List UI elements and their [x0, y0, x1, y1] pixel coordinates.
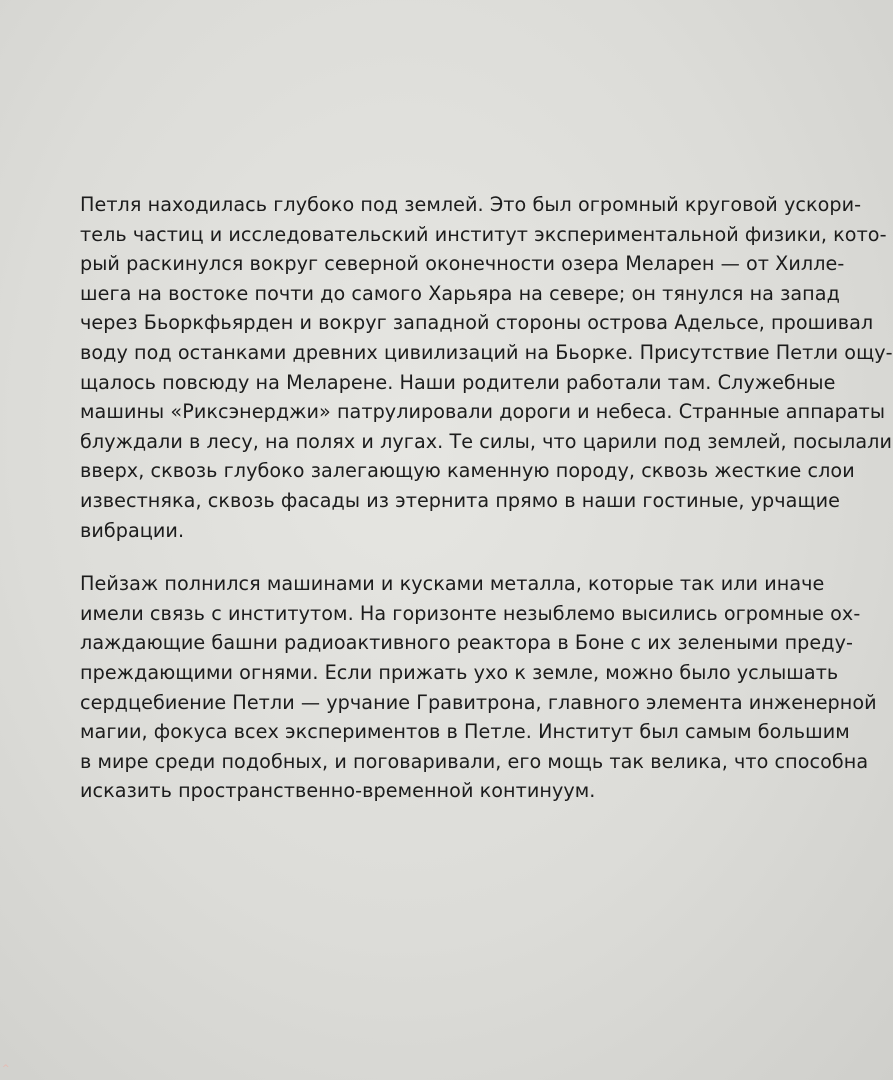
paragraph-2 [80, 569, 877, 806]
text-line: преждающими огнями. Если прижать ухо к земле, можно было услышать [80, 660, 839, 684]
text-line: сердцебиение Петли — урчание Гравитрона, главного элемента инженерной [80, 690, 877, 714]
text-line: тель частиц и исследовательский институт экспериментальной физики, кото- [80, 222, 887, 246]
text-line: Петля находилась глубоко под землей. Это был огромный круговой ускори- [80, 193, 862, 216]
text-line: блуждали в лесу, на полях и лугах. Те силы, что царили под землей, посылали [80, 429, 892, 453]
text-line: вверх, сквозь глубоко залегающую каменную породу, сквозь жесткие слои [80, 459, 855, 483]
text-line: воду под останками древних цивилизаций на Бьорке. Присутствие Петли ощу- [80, 340, 893, 364]
text-line: вибрации. [80, 518, 185, 542]
corner-mark: ^ [2, 1064, 10, 1074]
text-line: шега на востоке почти до самого Харьяра на севере; он тянулся на запад [80, 281, 840, 305]
text-line: рый раскинулся вокруг северной оконечности озера Меларен — от Хилле- [80, 252, 845, 276]
text-line: машины «Риксэнерджи» патрулировали дороги и небеса. Странные аппараты [80, 400, 886, 424]
text-line: имели связь с институтом. На горизонте незыблемо высились огромные ох- [80, 601, 861, 625]
text-line: магии, фокуса всех экспериментов в Петле. Институт был самым большим [80, 720, 850, 744]
text-line: лаждающие башни радиоактивного реактора в Боне с их зелеными преду- [80, 631, 853, 655]
text-line: через Бьоркфьярден и вокруг западной стороны острова Адельсе, прошивал [80, 311, 874, 335]
text-line: известняка, сквозь фасады из этернита прямо в наши гостиные, урчащие [80, 488, 840, 512]
body-text [80, 190, 893, 806]
paragraph-1 [80, 190, 893, 545]
text-line: щалось повсюду на Меларене. Наши родители работали там. Служебные [80, 370, 836, 394]
text-line: исказить пространственно-временной континуум. [80, 779, 596, 803]
text-line: Пейзаж полнился машинами и кусками металла, которые так или иначе [80, 572, 825, 596]
text-line: в мире среди подобных, и поговаривали, его мощь так велика, что способна [80, 749, 869, 773]
